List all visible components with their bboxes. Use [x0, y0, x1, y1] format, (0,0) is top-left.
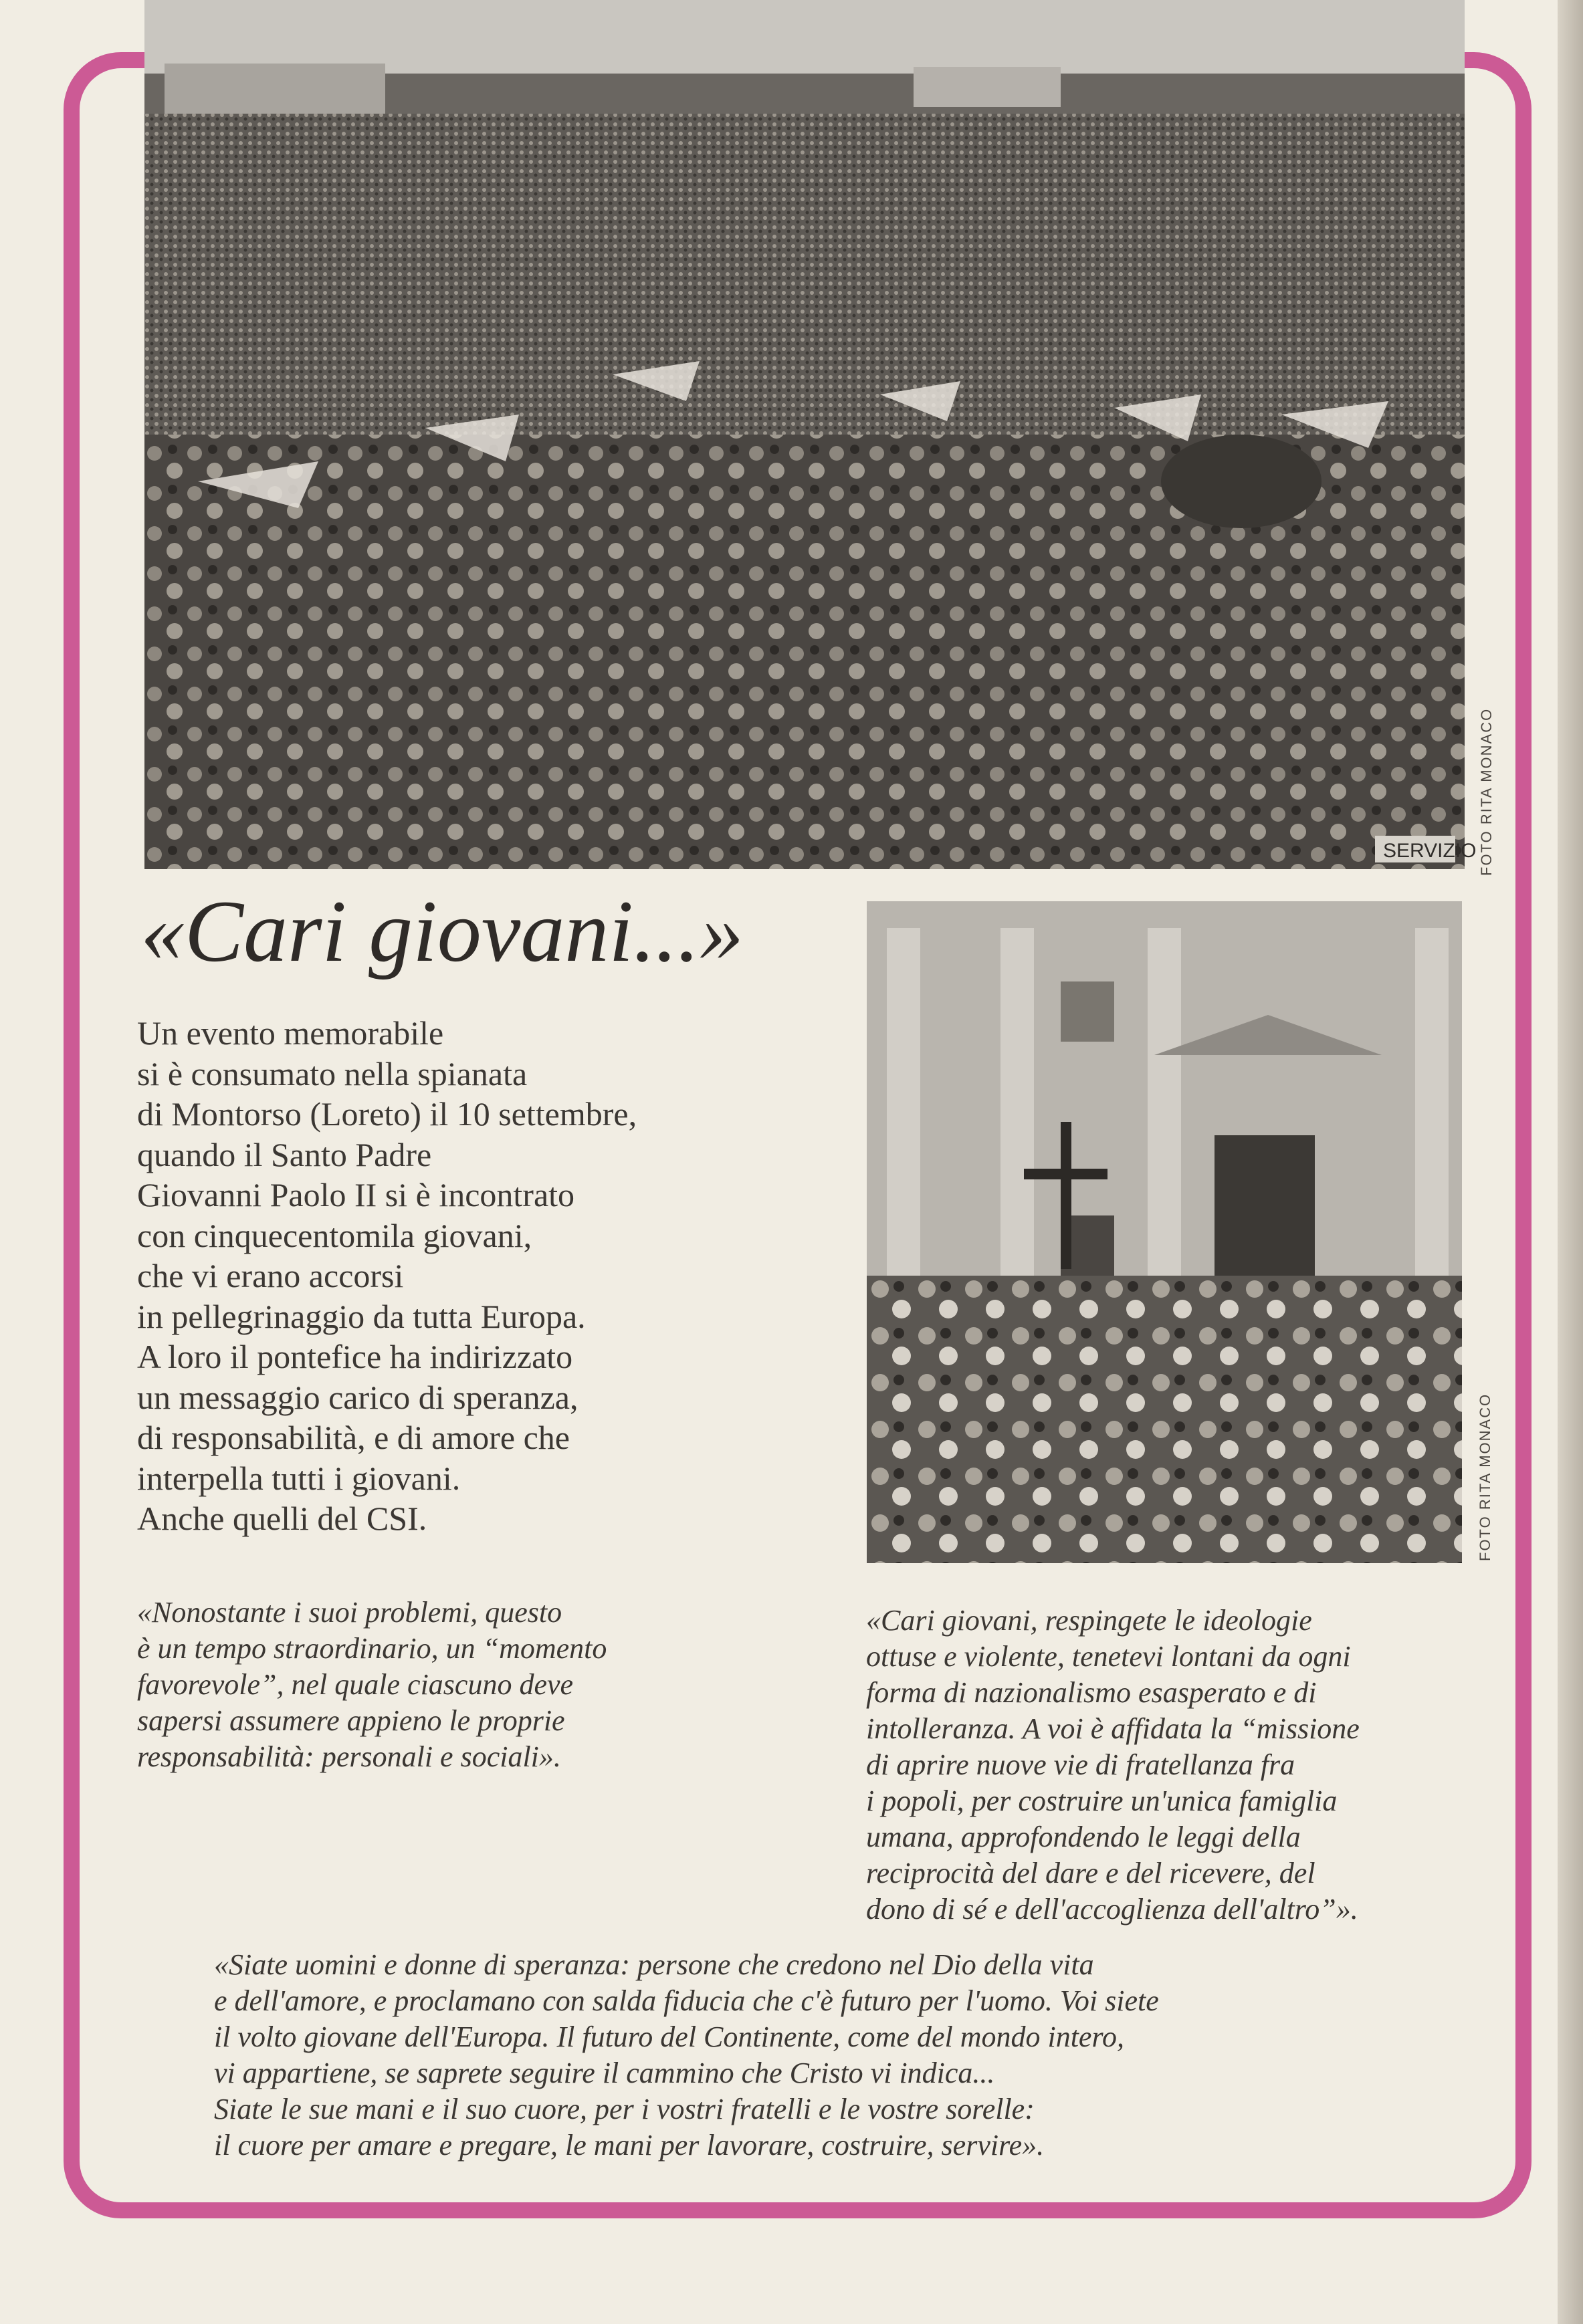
quote-line: «Nonostante i suoi problemi, questo [137, 1596, 562, 1629]
church-photo [867, 901, 1462, 1563]
page-title: «Cari giovani...» [140, 882, 744, 980]
intro-line: un messaggio carico di speranza, [137, 1378, 578, 1416]
intro-line: di Montorso (Loreto) il 10 settembre, [137, 1095, 637, 1133]
quote-line: sapersi assumere appieno le proprie [137, 1704, 565, 1737]
intro-line: di responsabilità, e di amore che [137, 1419, 570, 1456]
intro-line: Un evento memorabile [137, 1014, 444, 1052]
page-spine [1558, 0, 1583, 2324]
quote-line: forma di nazionalismo esasperato e di [866, 1676, 1317, 1709]
quote-line: ottuse e violente, tenetevi lontani da ogni [866, 1640, 1351, 1673]
intro-paragraph [137, 1013, 846, 1539]
quote-line: reciprocità del dare e del ricevere, del [866, 1857, 1315, 1889]
intro-line: interpella tutti i giovani. [137, 1459, 461, 1497]
quote-line: «Siate uomini e donne di speranza: persone che credono nel Dio della vita [214, 1948, 1094, 1981]
quote-line: i popoli, per costruire un'unica famiglia [866, 1784, 1338, 1817]
photo-credit-top: FOTO RITA MONACO [1478, 707, 1495, 876]
intro-line: quando il Santo Padre [137, 1135, 432, 1173]
crowd-sign: SERVIZIO [1383, 840, 1477, 862]
intro-line: che vi erano accorsi [137, 1257, 404, 1294]
quote-line: è un tempo straordinario, un “momento [137, 1632, 607, 1665]
quote-bottom [214, 1947, 1451, 2164]
quote-line: Siate le sue mani e il suo cuore, per i vostri fratelli e le vostre sorelle: [214, 2093, 1035, 2125]
quote-right [866, 1603, 1495, 1928]
intro-line: Anche quelli del CSI. [137, 1500, 427, 1537]
quote-line: intolleranza. A voi è affidata la “missione [866, 1712, 1360, 1745]
intro-line: in pellegrinaggio da tutta Europa. [137, 1297, 586, 1335]
quote-line: di aprire nuove vie di fratellanza fra [866, 1748, 1295, 1781]
quote-line: «Cari giovani, respingete le ideologie [866, 1604, 1312, 1637]
quote-line: umana, approfondendo le leggi della [866, 1821, 1301, 1853]
intro-line: si è consumato nella spianata [137, 1054, 528, 1092]
quote-line: dono di sé e dell'accoglienza dell'altro”». [866, 1893, 1358, 1926]
quote-line: il cuore per amare e pregare, le mani per lavorare, costruire, servire». [214, 2129, 1045, 2162]
intro-line: A loro il pontefice ha indirizzato [137, 1338, 573, 1375]
quote-line: responsabilità: personali e sociali». [137, 1740, 561, 1773]
quote-left [137, 1595, 779, 1775]
intro-line: Giovanni Paolo II si è incontrato [137, 1176, 575, 1213]
quote-line: vi appartiene, se saprete seguire il cammino che Cristo vi indica... [214, 2057, 995, 2089]
crowd-photo [144, 0, 1477, 868]
quote-line: e dell'amore, e proclamano con salda fiducia che c'è futuro per l'uomo. Voi siete [214, 1984, 1159, 2017]
photo-credit-middle: FOTO RITA MONACO [1477, 1393, 1493, 1561]
intro-line: con cinquecentomila giovani, [137, 1216, 532, 1254]
quote-line: favorevole”, nel quale ciascuno deve [137, 1668, 574, 1701]
quote-line: il volto giovane dell'Europa. Il futuro del Continente, come del mondo intero, [214, 2020, 1124, 2053]
